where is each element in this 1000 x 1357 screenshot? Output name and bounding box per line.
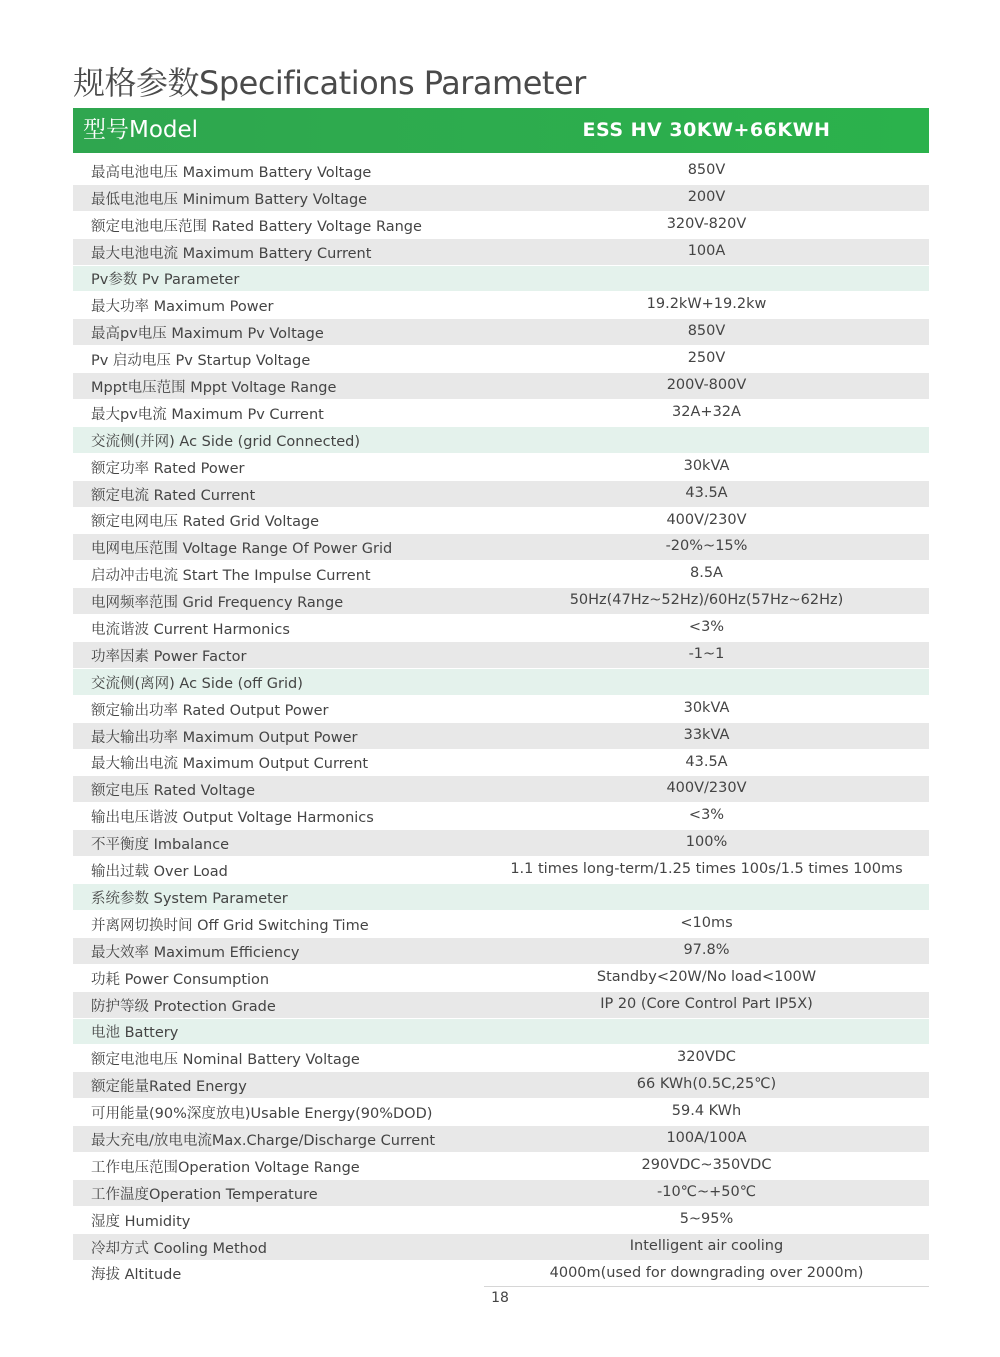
spec-label: 电网频率范围 Grid Frequency Range bbox=[91, 595, 344, 612]
spec-value: 8.5A bbox=[690, 565, 723, 582]
spec-row bbox=[73, 1125, 929, 1152]
spec-row bbox=[73, 184, 929, 211]
model-header-bar bbox=[73, 108, 929, 153]
spec-label: 额定电流 Rated Current bbox=[91, 487, 256, 504]
spec-row bbox=[73, 991, 929, 1018]
spec-value: Standby<20W/No load<100W bbox=[596, 968, 817, 985]
section-title: Pv参数 Pv Parameter bbox=[91, 272, 240, 289]
spec-value bbox=[484, 427, 929, 451]
spec-value: 30kVA bbox=[683, 699, 730, 716]
spec-value: 200V bbox=[687, 188, 726, 205]
spec-value: 43.5A bbox=[685, 753, 728, 770]
spec-value: 100A/100A bbox=[666, 1130, 747, 1147]
spec-value: 43.5A bbox=[685, 484, 728, 501]
spec-value bbox=[484, 884, 929, 908]
spec-row bbox=[73, 937, 929, 964]
spec-value: 400V/230V bbox=[666, 780, 747, 797]
spec-label: 额定电池电压范围 Rated Battery Voltage Range bbox=[91, 218, 422, 235]
spec-label: 工作温度Operation Temperature bbox=[91, 1186, 318, 1203]
spec-value: 97.8% bbox=[683, 941, 730, 958]
spec-row bbox=[73, 749, 929, 776]
spec-row bbox=[73, 560, 929, 587]
spec-value: 100A bbox=[687, 242, 726, 259]
spec-row bbox=[73, 1152, 929, 1179]
spec-value: IP 20 (Core Control Part IP5X) bbox=[600, 995, 813, 1012]
spec-label: 额定输出功率 Rated Output Power bbox=[91, 702, 329, 719]
spec-row bbox=[73, 291, 929, 318]
spec-label: Mppt电压范围 Mppt Voltage Range bbox=[91, 380, 337, 397]
spec-row bbox=[73, 372, 929, 399]
section-header-row bbox=[73, 1018, 929, 1045]
spec-label: 最大功率 Maximum Power bbox=[91, 299, 274, 316]
spec-row bbox=[73, 1098, 929, 1125]
spec-row bbox=[73, 533, 929, 560]
spec-label: 最大pv电流 Maximum Pv Current bbox=[91, 406, 324, 423]
spec-row bbox=[73, 802, 929, 829]
value-divider bbox=[484, 1286, 929, 1287]
model-label: 型号Model bbox=[83, 117, 199, 143]
section-header-row bbox=[73, 426, 929, 453]
section-title: 交流侧(并网) Ac Side (grid Connected) bbox=[91, 433, 361, 450]
spec-row bbox=[73, 964, 929, 991]
section-title: 交流侧(离网) Ac Side (off Grid) bbox=[91, 675, 303, 692]
spec-row bbox=[73, 453, 929, 480]
spec-label: 启动冲击电流 Start The Impulse Current bbox=[91, 568, 371, 585]
section-header-row bbox=[73, 265, 929, 292]
spec-row bbox=[73, 480, 929, 507]
spec-value: -1~1 bbox=[688, 646, 725, 663]
spec-label: 功耗 Power Consumption bbox=[91, 971, 270, 988]
spec-row bbox=[73, 1179, 929, 1206]
spec-value bbox=[484, 266, 929, 290]
spec-value: Intelligent air cooling bbox=[629, 1237, 784, 1254]
spec-row bbox=[73, 1233, 929, 1260]
spec-row bbox=[73, 1044, 929, 1071]
spec-label: 额定功率 Rated Power bbox=[91, 460, 245, 477]
spec-row bbox=[73, 587, 929, 614]
spec-value: <3% bbox=[688, 619, 725, 636]
spec-label: 额定电网电压 Rated Grid Voltage bbox=[91, 514, 320, 531]
spec-row bbox=[73, 211, 929, 238]
spec-label: Pv 启动电压 Pv Startup Voltage bbox=[91, 353, 311, 370]
spec-label: 最低电池电压 Minimum Battery Voltage bbox=[91, 191, 368, 208]
spec-table bbox=[73, 157, 929, 1286]
spec-row bbox=[73, 614, 929, 641]
spec-row bbox=[73, 1206, 929, 1233]
spec-label: 输出过载 Over Load bbox=[91, 864, 228, 881]
spec-value: <10ms bbox=[680, 914, 733, 931]
spec-value: 250V bbox=[687, 350, 726, 367]
spec-value: 400V/230V bbox=[666, 511, 747, 528]
spec-label: 输出电压谐波 Output Voltage Harmonics bbox=[91, 810, 374, 827]
spec-row bbox=[73, 157, 929, 184]
spec-row bbox=[73, 641, 929, 668]
spec-label: 电网电压范围 Voltage Range Of Power Grid bbox=[91, 541, 393, 558]
spec-label: 不平衡度 Imbalance bbox=[91, 837, 230, 854]
spec-value: -10℃~+50℃ bbox=[656, 1183, 756, 1200]
spec-value: 100% bbox=[685, 834, 728, 851]
spec-value bbox=[484, 669, 929, 693]
spec-label: 额定电池电压 Nominal Battery Voltage bbox=[91, 1052, 360, 1069]
spec-row bbox=[73, 399, 929, 426]
spec-value: 5~95% bbox=[679, 1210, 734, 1227]
spec-value: -20%~15% bbox=[665, 538, 748, 555]
spec-value: 4000m(used for downgrading over 2000m) bbox=[549, 1264, 864, 1281]
spec-value: 850V bbox=[687, 323, 726, 340]
spec-row bbox=[73, 1260, 929, 1287]
spec-value: 32A+32A bbox=[672, 404, 741, 421]
spec-label: 最大电池电流 Maximum Battery Current bbox=[91, 245, 372, 262]
section-title: 电池 Battery bbox=[91, 1025, 179, 1042]
spec-label: 最大充电/放电电流Max.Charge/Discharge Current bbox=[91, 1132, 436, 1149]
spec-label: 防护等级 Protection Grade bbox=[91, 998, 276, 1015]
spec-row bbox=[73, 775, 929, 802]
section-header-row bbox=[73, 883, 929, 910]
spec-label: 最大输出电流 Maximum Output Current bbox=[91, 756, 369, 773]
spec-label: 电流谐波 Current Harmonics bbox=[91, 622, 290, 639]
spec-label: 最高pv电压 Maximum Pv Voltage bbox=[91, 326, 324, 343]
spec-value: 50Hz(47Hz~52Hz)/60Hz(57Hz~62Hz) bbox=[569, 592, 844, 609]
spec-label: 可用能量(90%深度放电)Usable Energy(90%DOD) bbox=[91, 1106, 433, 1123]
spec-label: 功率因素 Power Factor bbox=[91, 648, 247, 665]
spec-row bbox=[73, 238, 929, 265]
spec-value: 1.1 times long-term/1.25 times 100s/1.5 times 100ms bbox=[510, 861, 903, 878]
spec-value: 30kVA bbox=[683, 457, 730, 474]
spec-value: 59.4 KWh bbox=[671, 1103, 742, 1120]
spec-value: 850V bbox=[687, 162, 726, 178]
page-number: 18 bbox=[491, 1290, 509, 1306]
spec-label: 冷却方式 Cooling Method bbox=[91, 1240, 267, 1257]
section-header-row bbox=[73, 668, 929, 695]
spec-value: 290VDC~350VDC bbox=[641, 1156, 772, 1173]
spec-value: <3% bbox=[688, 807, 725, 824]
page-title: 规格参数Specifications Parameter bbox=[73, 64, 586, 102]
spec-label: 最大效率 Maximum Efficiency bbox=[91, 944, 300, 961]
spec-row bbox=[73, 345, 929, 372]
spec-row bbox=[73, 695, 929, 722]
spec-row bbox=[73, 856, 929, 883]
spec-label: 工作电压范围Operation Voltage Range bbox=[91, 1159, 360, 1176]
spec-label: 并离网切换时间 Off Grid Switching Time bbox=[91, 917, 369, 934]
spec-row bbox=[73, 318, 929, 345]
spec-label: 额定电压 Rated Voltage bbox=[91, 783, 256, 800]
spec-label: 湿度 Humidity bbox=[91, 1213, 191, 1230]
spec-label: 最大输出功率 Maximum Output Power bbox=[91, 729, 358, 746]
spec-value: 19.2kW+19.2kw bbox=[646, 296, 767, 313]
spec-value: 320V-820V bbox=[666, 215, 747, 232]
model-name: ESS HV 30KW+66KWH bbox=[582, 119, 831, 141]
spec-row bbox=[73, 722, 929, 749]
spec-value: 66 KWh(0.5C,25℃) bbox=[636, 1076, 777, 1093]
spec-row bbox=[73, 829, 929, 856]
spec-row bbox=[73, 1071, 929, 1098]
spec-value: 33kVA bbox=[683, 726, 730, 743]
spec-label: 最高电池电压 Maximum Battery Voltage bbox=[91, 164, 372, 181]
spec-value bbox=[484, 1019, 929, 1043]
spec-label: 海拔 Altitude bbox=[91, 1267, 182, 1284]
spec-value: 200V-800V bbox=[666, 377, 747, 394]
spec-row bbox=[73, 910, 929, 937]
spec-label: 额定能量Rated Energy bbox=[91, 1079, 247, 1096]
spec-row bbox=[73, 507, 929, 534]
section-title: 系统参数 System Parameter bbox=[91, 890, 288, 907]
spec-value: 320VDC bbox=[677, 1049, 736, 1066]
